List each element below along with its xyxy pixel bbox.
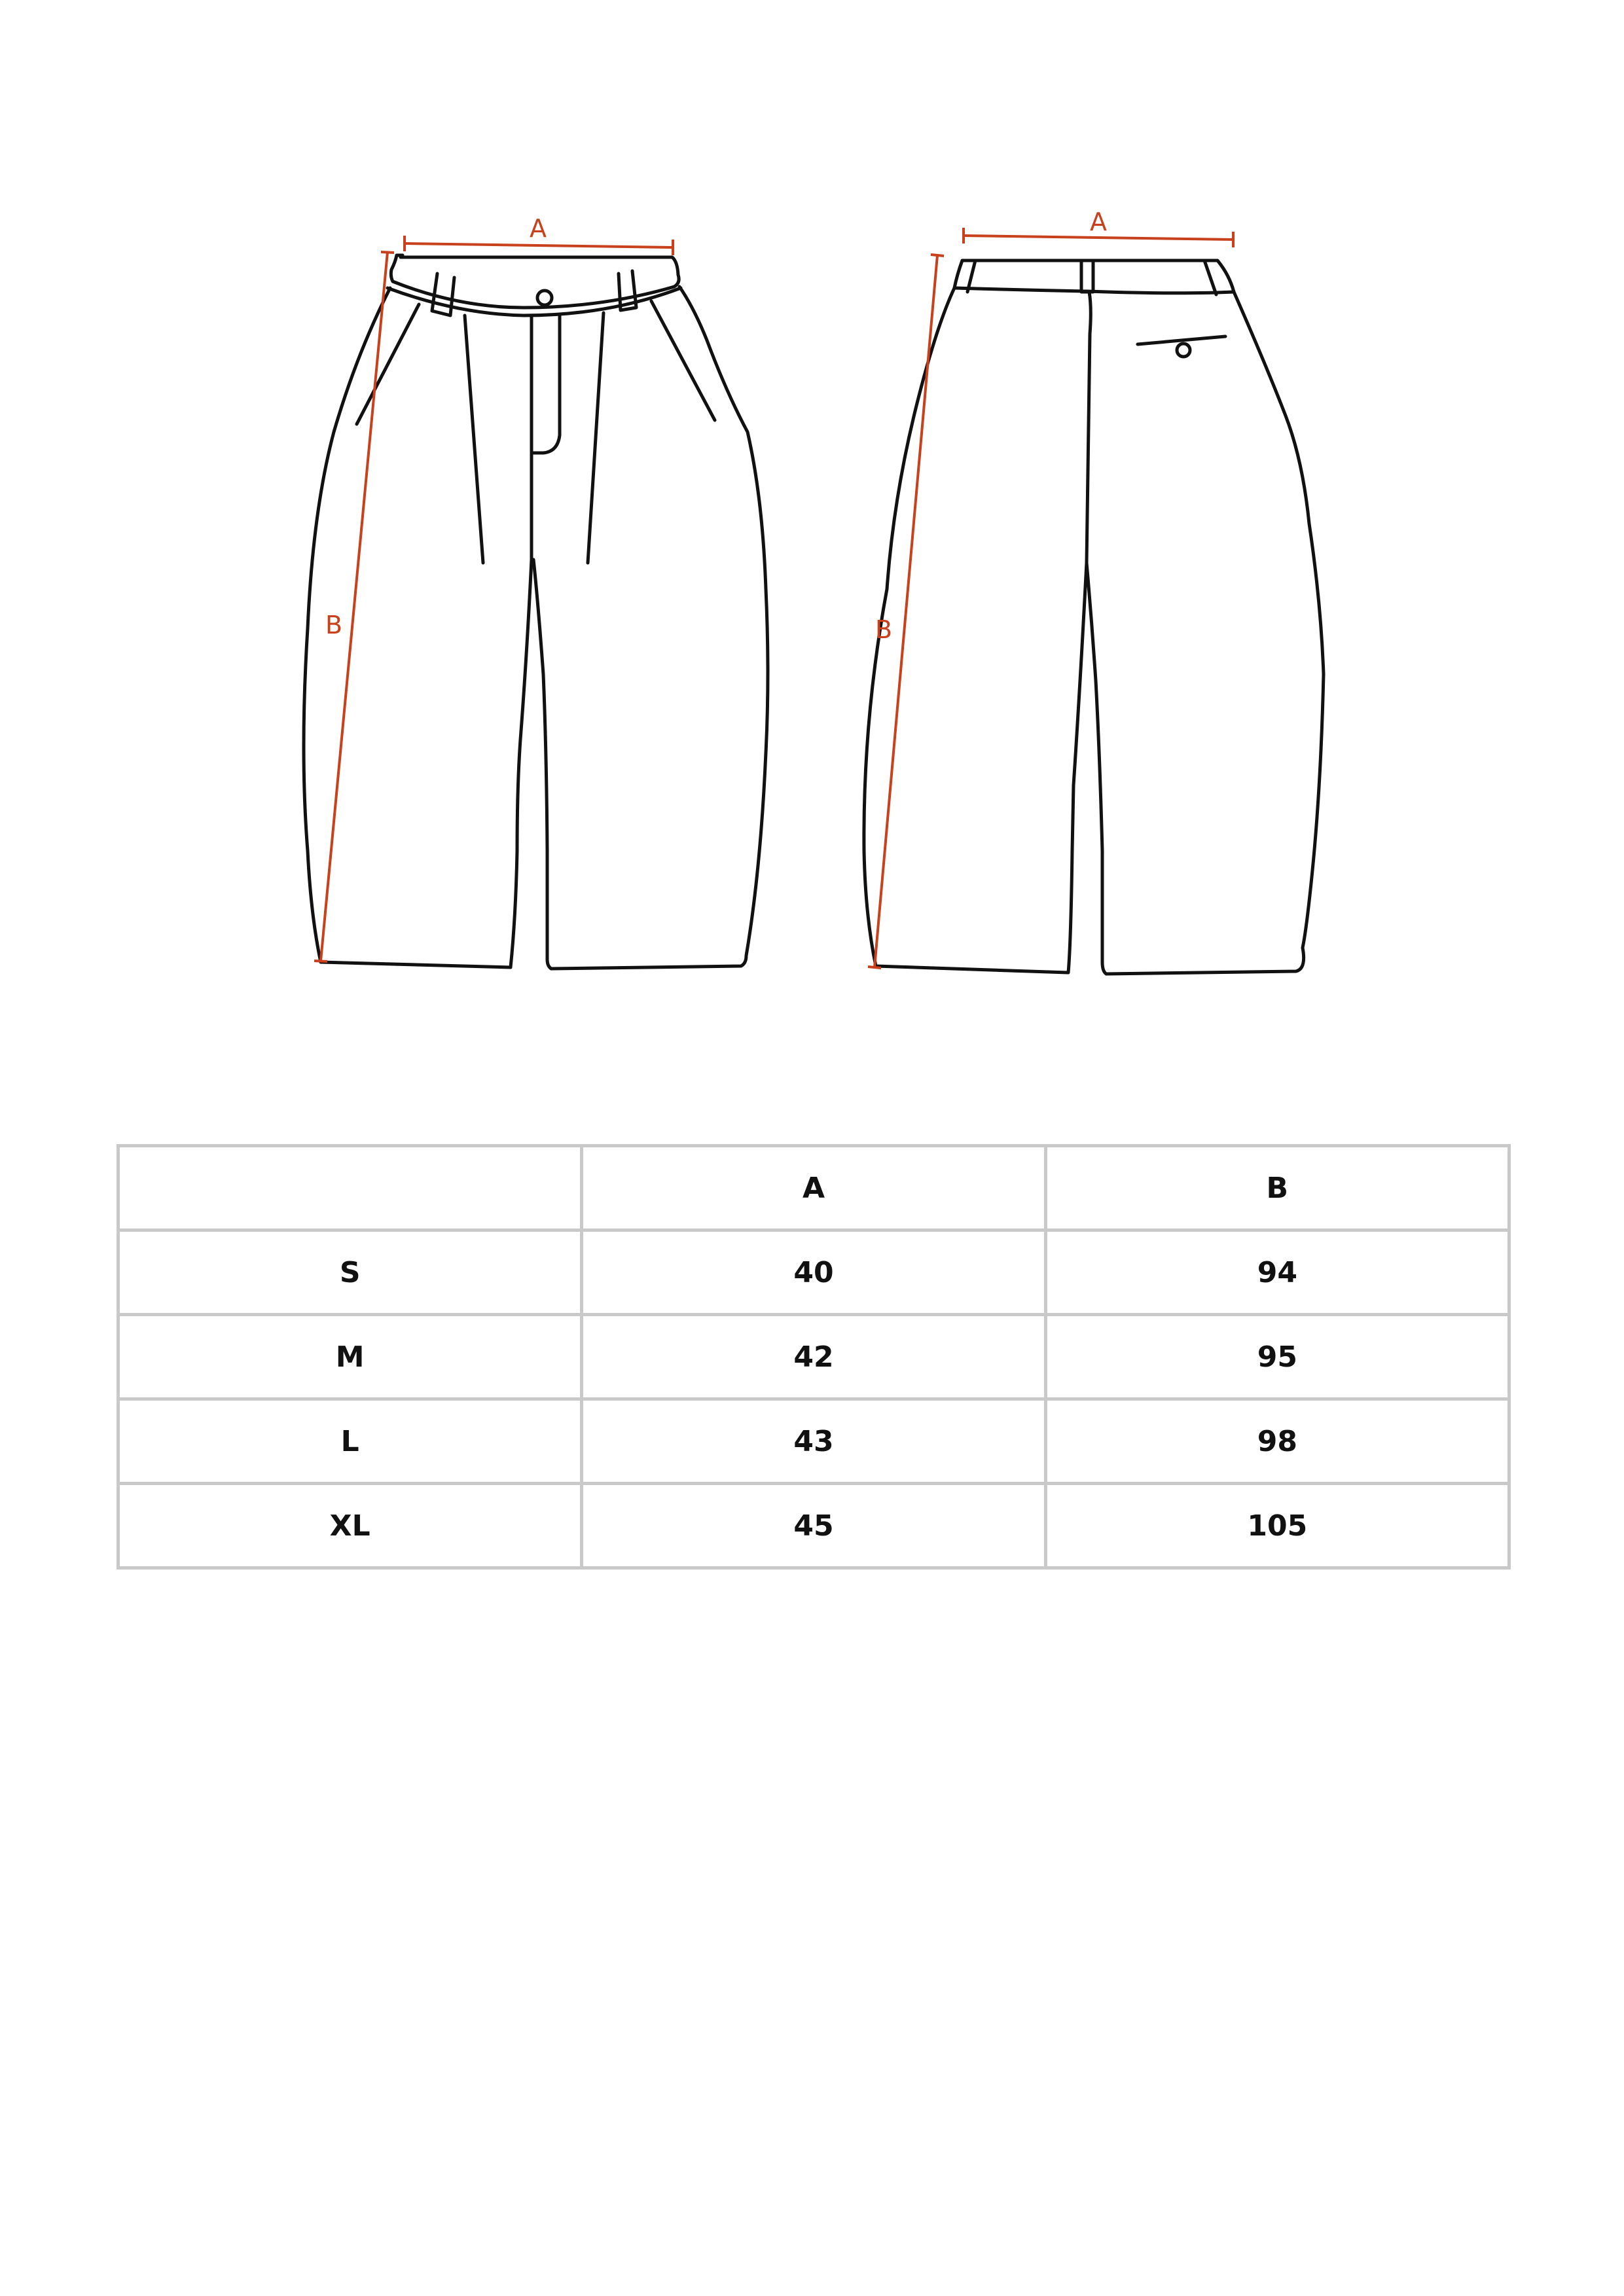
front-belt-loop-left bbox=[432, 274, 454, 315]
header-cell-size bbox=[118, 1146, 582, 1230]
header-cell-a: A bbox=[582, 1146, 1045, 1230]
pants-measurement-diagram bbox=[0, 0, 1624, 1021]
back-measure-a bbox=[964, 207, 1233, 247]
size-cell: XL bbox=[118, 1484, 582, 1568]
measure-b-cell: 94 bbox=[1045, 1230, 1509, 1315]
measure-a-cell: 45 bbox=[582, 1484, 1045, 1568]
back-center-seam bbox=[1087, 292, 1091, 563]
header-cell-b: B bbox=[1045, 1146, 1509, 1230]
front-measure-a-label: A bbox=[530, 214, 547, 243]
back-belt-loop-center bbox=[1081, 260, 1093, 292]
back-right-leg-outline bbox=[1087, 292, 1324, 974]
table-row bbox=[118, 1399, 1509, 1484]
back-pants-illustration bbox=[864, 260, 1324, 974]
back-left-leg-outline bbox=[864, 288, 1087, 973]
measure-a-cell: 40 bbox=[582, 1230, 1045, 1315]
front-measure-b bbox=[314, 252, 394, 961]
back-belt-loop-right bbox=[1204, 260, 1216, 295]
front-measure-a bbox=[405, 214, 673, 255]
size-cell: S bbox=[118, 1230, 582, 1315]
front-pocket-left bbox=[357, 304, 419, 424]
front-pants-illustration bbox=[304, 255, 768, 969]
table-header-row bbox=[118, 1146, 1509, 1230]
back-measure-a-label: A bbox=[1090, 207, 1107, 236]
table-row bbox=[118, 1315, 1509, 1399]
back-pocket-button-icon bbox=[1177, 344, 1190, 357]
front-pleat-right bbox=[588, 313, 604, 563]
back-measure-b bbox=[868, 255, 944, 968]
measure-a-cell: 43 bbox=[582, 1399, 1045, 1484]
front-measure-b-label: B bbox=[325, 611, 343, 639]
size-cell: L bbox=[118, 1399, 582, 1484]
measure-b-cell: 95 bbox=[1045, 1315, 1509, 1399]
table-row bbox=[118, 1484, 1509, 1568]
front-fly-stitch bbox=[533, 315, 560, 453]
front-button-icon bbox=[537, 291, 552, 305]
size-cell: M bbox=[118, 1315, 582, 1399]
measure-a-cell: 42 bbox=[582, 1315, 1045, 1399]
size-chart-table bbox=[117, 1144, 1511, 1570]
measure-b-cell: 105 bbox=[1045, 1484, 1509, 1568]
table-row bbox=[118, 1230, 1509, 1315]
measure-b-cell: 98 bbox=[1045, 1399, 1509, 1484]
front-right-leg-outline bbox=[533, 287, 768, 969]
front-pocket-right bbox=[651, 301, 715, 420]
front-pleat-left bbox=[465, 315, 483, 563]
back-measure-b-label: B bbox=[875, 615, 893, 644]
